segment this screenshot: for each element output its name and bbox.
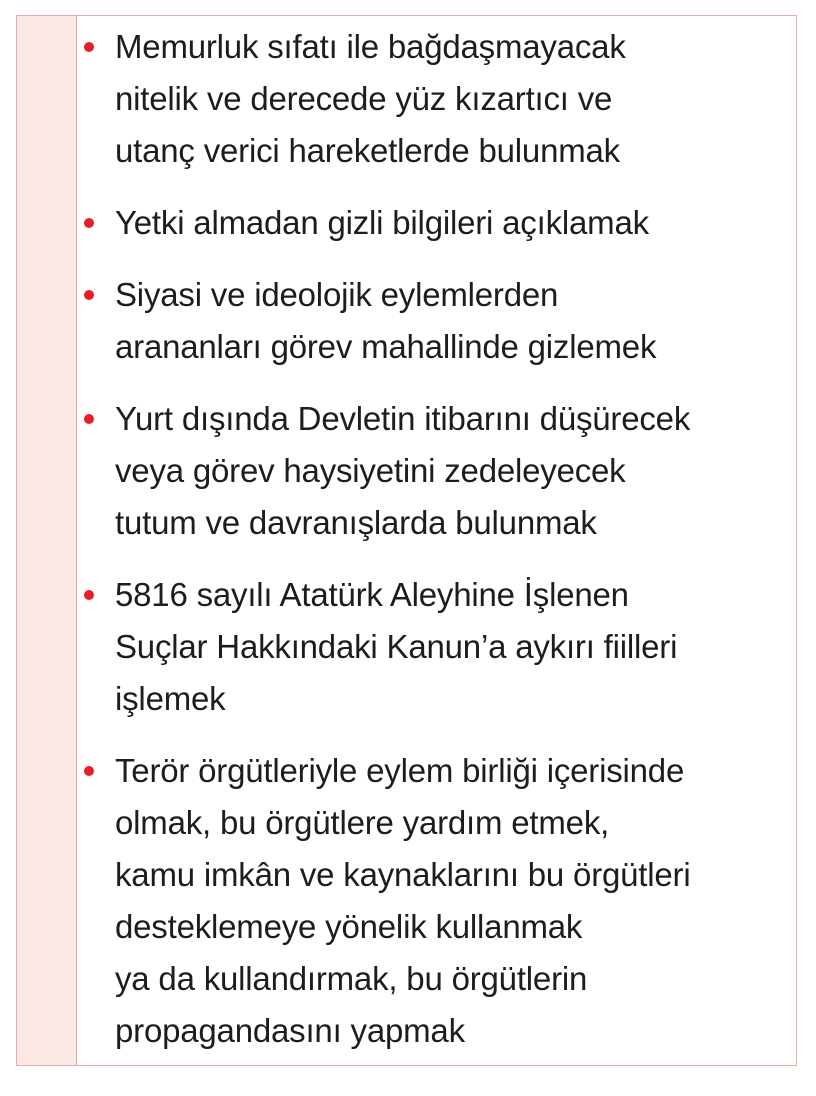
list-item	[77, 569, 792, 725]
list-item	[77, 21, 792, 177]
list-item-line: ya da kullandırmak, bu örgütlerin	[115, 960, 588, 997]
list-item-line: veya görev haysiyetini zedeleyecek	[115, 452, 626, 489]
list-item-line: işlemek	[115, 680, 226, 717]
bullet-icon	[84, 290, 94, 300]
bullet-icon	[84, 218, 94, 228]
bullet-icon	[84, 414, 94, 424]
bullet-icon	[84, 590, 94, 600]
list-item-line: 5816 sayılı Atatürk Aleyhine İşlenen	[115, 576, 629, 613]
list-item-line: desteklemeye yönelik kullanmak	[115, 908, 583, 945]
list-item-line: Yetki almadan gizli bilgileri açıklamak	[115, 204, 649, 241]
list-item-line: arananları görev mahallinde gizlemek	[115, 328, 657, 365]
list-item-line: Siyasi ve ideolojik eylemlerden	[115, 276, 559, 313]
list-item-line: Suçlar Hakkındaki Kanun’a aykırı fiilleri	[115, 628, 678, 665]
left-margin-strip	[17, 16, 77, 1065]
list-item-line: tutum ve davranışlarda bulunmak	[115, 504, 597, 541]
list-item	[77, 745, 792, 1057]
list-item-line: kamu imkân ve kaynaklarını bu örgütleri	[115, 856, 691, 893]
list-item-line: propagandasını yapmak	[115, 1012, 465, 1049]
list-item-line: nitelik ve derecede yüz kızartıcı ve	[115, 80, 613, 117]
bullet-list	[77, 16, 796, 1065]
bullet-icon	[84, 42, 94, 52]
list-item	[77, 197, 792, 249]
list-item-line: utanç verici hareketlerde bulunmak	[115, 132, 620, 169]
list-item	[77, 269, 792, 373]
list-item-line: olmak, bu örgütlere yardım etmek,	[115, 804, 610, 841]
list-item-line: Memurluk sıfatı ile bağdaşmayacak	[115, 28, 626, 65]
content-panel	[16, 15, 797, 1066]
list-item-line: Terör örgütleriyle eylem birliği içerisinde	[115, 752, 685, 789]
bullet-icon	[84, 766, 94, 776]
list-item-line: Yurt dışında Devletin itibarını düşürecek	[115, 400, 691, 437]
list-item	[77, 393, 792, 549]
